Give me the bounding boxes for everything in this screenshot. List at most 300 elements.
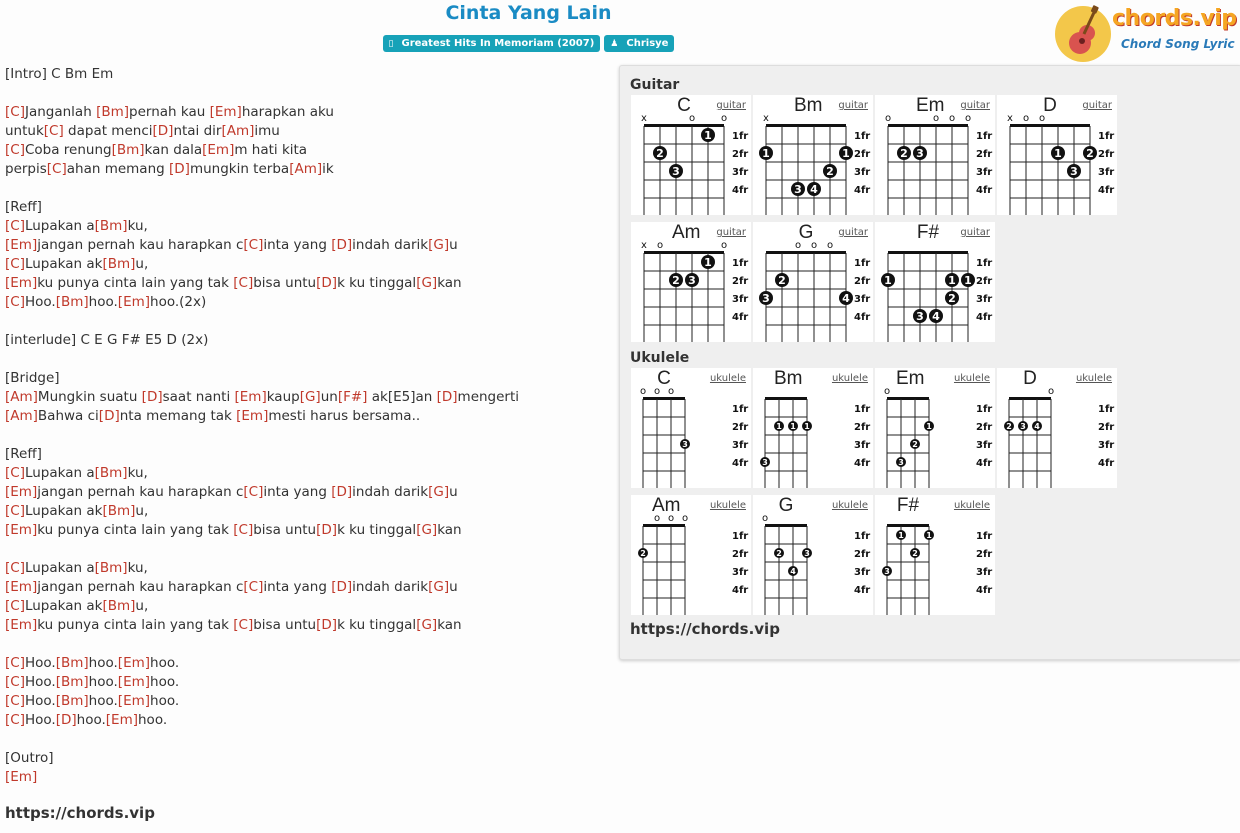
fret-label: 3fr	[732, 567, 749, 578]
open-string-marker: o	[639, 386, 647, 397]
lyric-line	[5, 673, 605, 692]
open-string-marker: o	[932, 113, 940, 124]
chord-name: Em	[896, 368, 925, 389]
lyric-line	[5, 730, 605, 749]
fret-label: 1fr	[976, 258, 993, 269]
fret-label: 3fr	[854, 440, 871, 451]
fret-label: 4fr	[732, 458, 749, 469]
fret-label: 3fr	[854, 567, 871, 578]
fret-label: 1fr	[1098, 404, 1115, 415]
open-string-marker: o	[720, 113, 728, 124]
chord-tag[interactable]: [Bm]	[55, 655, 89, 671]
lyric-text: inta yang	[263, 579, 332, 595]
lyric-text: mungkin terba	[189, 161, 290, 177]
lyric-text: jangan pernah kau harapkan c	[37, 579, 244, 595]
lyric-text: Hoo.	[24, 655, 56, 671]
chord-tag[interactable]: [C]	[5, 104, 25, 120]
chord-tag[interactable]: [Bm]	[102, 598, 136, 614]
chord-tag[interactable]: [G]	[299, 389, 321, 405]
lyric-text: hoo.	[150, 693, 180, 709]
finger-number: 2	[778, 274, 786, 287]
chord-tag[interactable]: [C]	[5, 294, 25, 310]
ukulele-chord-card[interactable]	[753, 495, 873, 615]
lyric-text: u,	[135, 598, 149, 614]
fret-label: 1fr	[854, 531, 871, 542]
ukulele-chord-link[interactable]: ukulele	[953, 373, 990, 384]
lyric-text: Janganlah	[24, 104, 97, 120]
chord-tag[interactable]: [D]	[169, 161, 190, 177]
chord-tag[interactable]: [D]	[55, 712, 77, 728]
chord-tag[interactable]: [C]	[5, 465, 25, 481]
lyric-line	[5, 312, 605, 331]
ukulele-chord-card[interactable]	[997, 368, 1117, 488]
fret-label: 3fr	[976, 567, 993, 578]
finger-number: 3	[898, 458, 904, 467]
guitar-chord-link[interactable]: guitar	[716, 227, 746, 238]
fret-label: 2fr	[732, 276, 749, 287]
chord-name: C	[677, 95, 691, 116]
lyric-line	[5, 236, 605, 255]
chord-tag[interactable]: [C]	[243, 579, 264, 595]
chord-name: D	[1023, 368, 1037, 389]
ukulele-chord-link[interactable]: ukulele	[831, 500, 868, 511]
chord-tag[interactable]: [Em]	[5, 484, 38, 500]
fret-label: 2fr	[732, 149, 749, 160]
lyric-line	[5, 426, 605, 445]
lyric-text: hoo.	[88, 655, 118, 671]
lyric-text: Lupakan ak	[24, 598, 103, 614]
logo-tagline: Chord Song Lyric	[1121, 37, 1235, 51]
guitar-logo-icon	[1054, 3, 1114, 63]
footer-url[interactable]: https://chords.vip	[5, 804, 155, 822]
chord-tag[interactable]: [C]	[5, 655, 25, 671]
open-string-marker: o	[681, 513, 689, 524]
chord-tag[interactable]: [C]	[5, 218, 25, 234]
lyric-text: Hoo.	[24, 712, 56, 728]
lyric-line	[5, 103, 605, 122]
fret-label: 2fr	[976, 422, 993, 433]
lyric-text: [Reff]	[5, 446, 42, 462]
fret-label: 3fr	[854, 294, 871, 305]
fret-label: 2fr	[854, 422, 871, 433]
finger-number: 1	[1054, 147, 1062, 160]
album-label: Greatest Hits In Memoriam (2007)	[401, 38, 595, 49]
lyric-text: u,	[135, 256, 149, 272]
lyric-line	[5, 521, 605, 540]
chord-tag[interactable]: [C]	[5, 598, 25, 614]
chord-tag[interactable]: [C]	[5, 560, 25, 576]
chord-tag[interactable]: [Em]	[5, 522, 38, 538]
finger-number: 1	[898, 531, 904, 540]
guitar-chord-card[interactable]	[875, 95, 995, 215]
chord-tag[interactable]: [C]	[5, 693, 25, 709]
finger-number: 1	[842, 147, 850, 160]
guitar-section-title: Guitar	[630, 77, 680, 93]
finger-number: 1	[704, 256, 712, 269]
chord-tag[interactable]: [G]	[428, 237, 450, 253]
finger-number: 3	[804, 549, 810, 558]
guitar-chord-link[interactable]: guitar	[838, 227, 868, 238]
lyric-text: imu	[254, 123, 280, 139]
chord-tag[interactable]: [C]	[243, 237, 264, 253]
fret-label: 2fr	[1098, 422, 1115, 433]
chord-tag[interactable]: [G]	[428, 484, 450, 500]
chord-tag[interactable]: [Bm]	[102, 256, 136, 272]
lyric-text: [Reff]	[5, 199, 42, 215]
fret-label: 2fr	[976, 276, 993, 287]
lyric-text: hoo.	[88, 674, 118, 690]
finger-number: 1	[762, 147, 770, 160]
chord-tag[interactable]: [C]	[5, 674, 25, 690]
chord-tag[interactable]: [Am]	[289, 161, 323, 177]
fret-label: 2fr	[854, 276, 871, 287]
lyric-text: jangan pernah kau harapkan c	[37, 484, 244, 500]
ukulele-chord-diagram	[997, 368, 1117, 488]
lyric-line	[5, 141, 605, 160]
lyric-text: un	[320, 389, 338, 405]
artist-badge[interactable]	[604, 35, 674, 52]
fret-label: 4fr	[854, 185, 871, 196]
chord-tag[interactable]: [C]	[233, 522, 254, 538]
chord-tag[interactable]: [Bm]	[102, 503, 136, 519]
chord-name: Am	[652, 495, 681, 516]
chord-tag[interactable]: [D]	[141, 389, 163, 405]
ukulele-chord-card[interactable]	[753, 368, 873, 488]
chord-tag[interactable]: [G]	[416, 617, 438, 633]
guitar-chord-card[interactable]	[631, 95, 751, 215]
chord-tag[interactable]: [G]	[428, 579, 450, 595]
chord-tag[interactable]: [D]	[436, 389, 458, 405]
lyric-text: ik	[322, 161, 334, 177]
chord-tag[interactable]: [Am]	[221, 123, 255, 139]
finger-number: 3	[794, 183, 802, 196]
finger-number: 3	[682, 440, 688, 449]
fret-label: 4fr	[732, 585, 749, 596]
chord-tag[interactable]: [Em]	[209, 104, 242, 120]
lyric-text: [Bridge]	[5, 370, 60, 386]
lyric-line	[5, 65, 605, 84]
ukulele-chord-link[interactable]: ukulele	[709, 500, 746, 511]
lyric-text: ntai dir	[173, 123, 222, 139]
lyric-line	[5, 407, 605, 426]
chord-diagrams-panel	[619, 65, 1240, 660]
chord-tag[interactable]: [Bm]	[55, 693, 89, 709]
open-string-marker: o	[1047, 386, 1055, 397]
lyric-text: k ku tinggal	[337, 617, 417, 633]
lyric-text: Bahwa ci	[37, 408, 99, 424]
muted-string-marker: x	[641, 240, 647, 251]
chord-name: D	[1043, 95, 1057, 116]
chord-tag[interactable]: [C]	[233, 275, 254, 291]
lyric-line	[5, 445, 605, 464]
open-string-marker: o	[653, 513, 661, 524]
fret-label: 2fr	[732, 422, 749, 433]
lyric-line	[5, 369, 605, 388]
guitar-chord-link[interactable]: guitar	[1082, 100, 1112, 111]
chord-tag[interactable]: [G]	[416, 522, 438, 538]
lyric-line	[5, 502, 605, 521]
guitar-chord-card[interactable]	[875, 222, 995, 342]
lyric-line	[5, 768, 605, 787]
muted-string-marker: x	[763, 113, 769, 124]
chord-tag[interactable]: [C]	[243, 484, 264, 500]
guitar-chord-card[interactable]	[631, 222, 751, 342]
lyric-text: hoo.	[76, 712, 106, 728]
chord-tag[interactable]: [C]	[5, 142, 25, 158]
lyric-line	[5, 217, 605, 236]
chord-tag[interactable]: [Em]	[5, 237, 38, 253]
fret-label: 3fr	[732, 167, 749, 178]
guitar-chord-link[interactable]: guitar	[716, 100, 746, 111]
chord-tag[interactable]: [Em]	[117, 674, 151, 690]
chord-name: Bm	[794, 95, 823, 116]
lyric-line	[5, 350, 605, 369]
fret-label: 4fr	[1098, 458, 1115, 469]
chord-tag[interactable]: [D]	[316, 617, 338, 633]
finger-number: 2	[912, 549, 918, 558]
chord-tag[interactable]: [G]	[416, 275, 438, 291]
open-string-marker: o	[1038, 113, 1046, 124]
chord-tag[interactable]: [D]	[316, 522, 338, 538]
lyric-text: inta yang	[263, 237, 332, 253]
finger-number: 1	[964, 274, 972, 287]
finger-number: 1	[790, 422, 796, 431]
lyric-text: u	[449, 484, 458, 500]
chord-tag[interactable]: [C]	[5, 712, 25, 728]
lyric-line	[5, 274, 605, 293]
guitar-chord-link[interactable]: guitar	[960, 100, 990, 111]
ukulele-chord-card[interactable]	[875, 495, 995, 615]
finger-number: 3	[672, 165, 680, 178]
lyric-text: indah darik	[352, 484, 429, 500]
open-string-marker: o	[688, 113, 696, 124]
lyric-text: Hoo.	[24, 693, 56, 709]
fret-label: 1fr	[976, 404, 993, 415]
finger-number: 3	[1020, 422, 1026, 431]
chord-tag[interactable]: [Bm]	[94, 465, 128, 481]
lyric-line	[5, 540, 605, 559]
chord-tag[interactable]: [Em]	[5, 275, 38, 291]
lyric-text: kaup	[266, 389, 300, 405]
lyric-line	[5, 578, 605, 597]
lyric-text: mesti harus bersama..	[268, 408, 421, 424]
panel-url[interactable]: https://chords.vip	[630, 620, 780, 638]
lyric-line	[5, 293, 605, 312]
chord-name: G	[798, 222, 814, 243]
chord-tag[interactable]: [Em]	[105, 712, 138, 728]
chord-tag[interactable]: [C]	[46, 161, 67, 177]
fret-label: 3fr	[732, 294, 749, 305]
lyric-line	[5, 255, 605, 274]
finger-number: 2	[672, 274, 680, 287]
lyric-text: k ku tinggal	[337, 275, 417, 291]
finger-number: 4	[1034, 422, 1040, 431]
lyric-text: ku punya cinta lain yang tak	[37, 275, 234, 291]
lyric-text: dapat menci	[63, 123, 153, 139]
album-badge[interactable]	[383, 35, 601, 52]
chord-name: G	[778, 495, 794, 516]
chord-name: Bm	[774, 368, 803, 389]
fret-label: 1fr	[732, 404, 749, 415]
ukulele-chord-card[interactable]	[631, 495, 751, 615]
ukulele-chord-card[interactable]	[875, 368, 995, 488]
finger-number: 3	[762, 458, 768, 467]
lyric-line	[5, 654, 605, 673]
finger-number: 4	[932, 310, 940, 323]
chord-tag[interactable]: [Em]	[5, 579, 38, 595]
lyric-line	[5, 464, 605, 483]
lyric-text: Coba renung	[24, 142, 112, 158]
chord-tag[interactable]: [Am]	[5, 408, 38, 424]
lyrics-body	[5, 65, 605, 787]
chord-tag[interactable]: [Bm]	[96, 104, 130, 120]
chord-tag[interactable]: [D]	[98, 408, 120, 424]
lyric-text: perpis	[5, 161, 47, 177]
lyric-text: hoo.	[138, 712, 168, 728]
chord-tag[interactable]: [Em]	[202, 142, 235, 158]
fret-label: 4fr	[976, 458, 993, 469]
user-icon: ♟	[610, 39, 619, 49]
lyric-text: ahan memang	[66, 161, 169, 177]
fret-label: 4fr	[854, 458, 871, 469]
finger-number: 3	[1070, 165, 1078, 178]
lyric-line	[5, 692, 605, 711]
fret-label: 3fr	[976, 167, 993, 178]
lyric-text: Lupakan ak	[24, 256, 103, 272]
chord-name: Em	[916, 95, 945, 116]
finger-number: 2	[656, 147, 664, 160]
fret-label: 2fr	[732, 549, 749, 560]
open-string-marker: o	[883, 386, 891, 397]
chord-tag[interactable]: [Am]	[5, 389, 38, 405]
finger-number: 2	[912, 440, 918, 449]
chord-tag[interactable]: [Em]	[5, 617, 38, 633]
chord-tag[interactable]: [D]	[152, 123, 174, 139]
chord-tag[interactable]: [D]	[331, 237, 353, 253]
chord-tag[interactable]: [Em]	[5, 769, 38, 785]
open-string-marker: o	[1022, 113, 1030, 124]
chord-tag[interactable]: [Em]	[117, 693, 151, 709]
chord-tag[interactable]: [D]	[331, 484, 353, 500]
muted-string-marker: x	[1007, 113, 1013, 124]
ukulele-chord-link[interactable]: ukulele	[709, 373, 746, 384]
artist-label: Chrisye	[626, 38, 669, 49]
chord-tag[interactable]: [Bm]	[94, 218, 128, 234]
lyric-line	[5, 331, 605, 350]
lyric-text: Lupakan a	[24, 218, 95, 234]
chord-tag[interactable]: [Bm]	[111, 142, 145, 158]
fret-label: 1fr	[732, 531, 749, 542]
chord-name: F#	[896, 495, 920, 516]
guitar-chord-link[interactable]: guitar	[960, 227, 990, 238]
ukulele-chord-card[interactable]	[631, 368, 751, 488]
lyric-text: inta yang	[263, 484, 332, 500]
finger-number: 1	[948, 274, 956, 287]
chord-tag[interactable]: [C]	[5, 503, 25, 519]
lyric-text: bisa untu	[253, 617, 317, 633]
lyric-text: ku punya cinta lain yang tak	[37, 617, 234, 633]
fret-label: 1fr	[976, 131, 993, 142]
chord-tag[interactable]: [Bm]	[55, 294, 89, 310]
finger-number: 3	[884, 567, 890, 576]
open-string-marker: o	[656, 240, 664, 251]
finger-number: 3	[688, 274, 696, 287]
fret-label: 2fr	[854, 549, 871, 560]
finger-number: 1	[704, 129, 712, 142]
lyric-text: mengerti	[457, 389, 520, 405]
ukulele-chord-link[interactable]: ukulele	[953, 500, 990, 511]
lyric-text: untuk	[5, 123, 44, 139]
chord-tag[interactable]: [C]	[43, 123, 64, 139]
lyric-line	[5, 483, 605, 502]
fret-label: 3fr	[732, 440, 749, 451]
chord-tag[interactable]: [D]	[331, 579, 353, 595]
ukulele-chord-link[interactable]: ukulele	[1075, 373, 1112, 384]
lyric-text: ku,	[127, 218, 148, 234]
guitar-chord-card[interactable]	[753, 222, 873, 342]
chord-tag[interactable]: [Bm]	[94, 560, 128, 576]
chord-tag[interactable]: [Em]	[117, 294, 151, 310]
lyric-text: Lupakan ak	[24, 503, 103, 519]
lyric-text: kan	[437, 522, 462, 538]
guitar-chord-card[interactable]	[753, 95, 873, 215]
lyric-line	[5, 616, 605, 635]
chord-name: C	[657, 368, 671, 389]
fret-label: 3fr	[854, 167, 871, 178]
finger-number: 2	[1086, 147, 1094, 160]
finger-number: 2	[776, 549, 782, 558]
fret-label: 1fr	[854, 131, 871, 142]
fret-label: 1fr	[854, 258, 871, 269]
chord-tag[interactable]: [C]	[233, 617, 254, 633]
lyric-text: hoo.	[88, 294, 118, 310]
finger-number: 1	[926, 422, 932, 431]
guitar-chord-card[interactable]	[997, 95, 1117, 215]
lyric-line	[5, 122, 605, 141]
lyric-text: m hati kita	[234, 142, 308, 158]
ukulele-chord-link[interactable]: ukulele	[831, 373, 868, 384]
open-string-marker: o	[948, 113, 956, 124]
chord-tag[interactable]: [Em]	[234, 389, 267, 405]
fret-label: 3fr	[976, 440, 993, 451]
chord-tag[interactable]: [F#]	[337, 389, 368, 405]
lyric-text: nta memang tak	[119, 408, 237, 424]
guitar-chord-link[interactable]: guitar	[838, 100, 868, 111]
song-title: Cinta Yang Lain	[445, 2, 612, 24]
open-string-marker: o	[761, 513, 769, 524]
lyric-text: hoo.(2x)	[150, 294, 207, 310]
fret-label: 4fr	[976, 185, 993, 196]
finger-number: 4	[790, 567, 796, 576]
chord-tag[interactable]: [Em]	[117, 655, 151, 671]
finger-number: 4	[810, 183, 818, 196]
open-string-marker: o	[667, 513, 675, 524]
lyric-line	[5, 635, 605, 654]
chord-tag[interactable]: [Em]	[236, 408, 269, 424]
chord-tag[interactable]: [Bm]	[55, 674, 89, 690]
open-string-marker: o	[884, 113, 892, 124]
book-icon: ▯	[388, 39, 394, 49]
finger-number: 3	[916, 310, 924, 323]
fret-label: 3fr	[976, 294, 993, 305]
fret-label: 4fr	[976, 312, 993, 323]
finger-number: 3	[762, 292, 770, 305]
lyric-text: u	[449, 579, 458, 595]
chord-tag[interactable]: [D]	[316, 275, 338, 291]
fret-label: 2fr	[976, 149, 993, 160]
chord-tag[interactable]: [C]	[5, 256, 25, 272]
lyric-text: bisa untu	[253, 275, 317, 291]
